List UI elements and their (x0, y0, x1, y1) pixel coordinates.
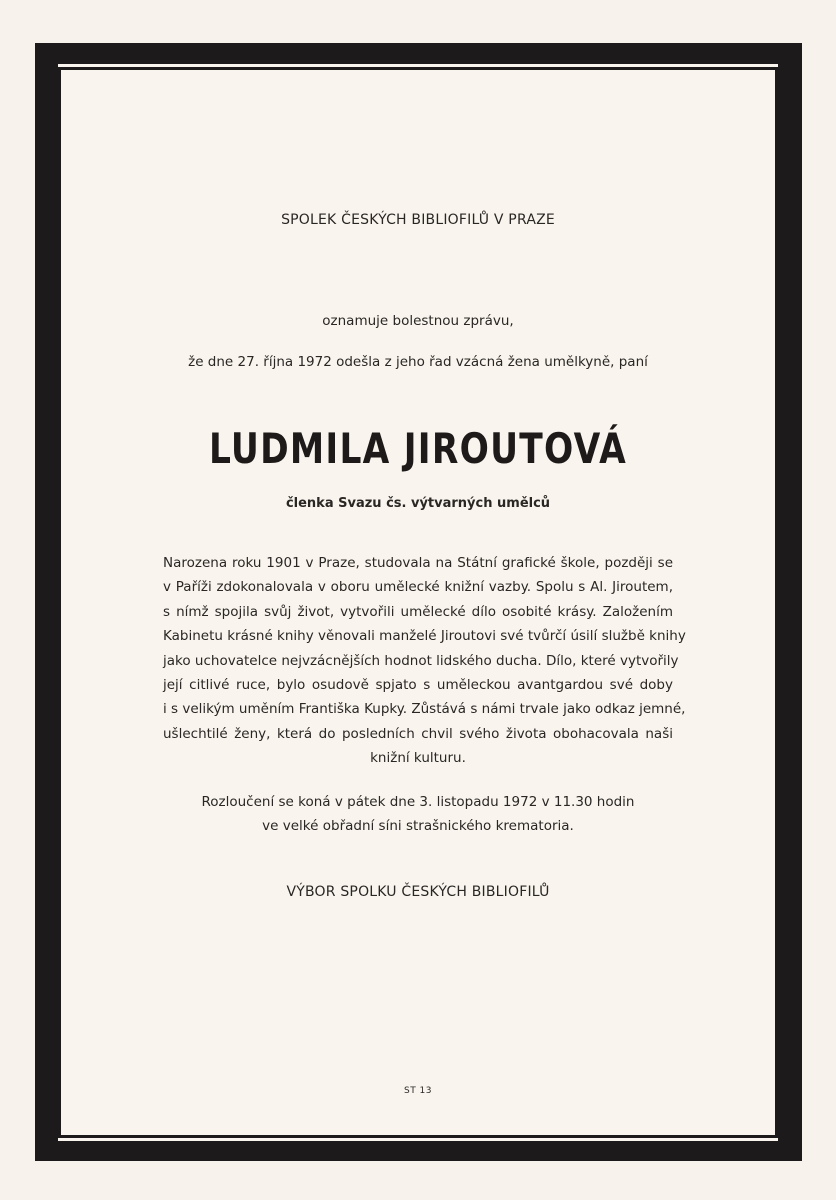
membership-line: členka Svazu čs. výtvarných umělců (285, 496, 551, 511)
farewell-line: Rozloučení se koná v pátek dne 3. listopadu 1972 v 11.30 hodin (201, 794, 635, 810)
biography-line: Narozena roku 1901 v Praze, studovala na Státní grafické škole, později se (163, 555, 673, 571)
biography-line: s nímž spojila svůj život, vytvořili umělecké dílo osobité krásy. Založením (163, 603, 673, 620)
death-date-line: že dne 27. října 1972 odešla z jeho řad vzácná žena umělkyně, paní (188, 354, 648, 370)
biography-line: knižní kulturu. (370, 750, 466, 767)
biography-line: ušlechtilé ženy, která do posledních chvil svého života obohacovala naši (163, 725, 673, 742)
biography-line: její citlivé ruce, bylo osudově spjato s uměleckou avantgardou své doby (163, 677, 673, 694)
biography-line: jako uchovatelce nejvzácnějších hodnot lidského ducha. Dílo, které vytvořily (163, 652, 679, 669)
deceased-name: LUDMILA JIROUTOVÁ (208, 424, 628, 473)
biography-line: i s velikým uměním Františka Kupky. Zůstává s námi trvale jako odkaz jemné, (163, 701, 686, 718)
biography-line: Kabinetu krásné knihy věnovali manželé Jiroutovi své tvůrčí úsilí službě knihy (163, 628, 686, 645)
farewell-line: ve velké obřadní síni strašnického krematoria. (262, 818, 574, 835)
farewell-paragraph (0, 790, 836, 839)
society-heading: SPOLEK ČESKÝCH BIBLIOFILŮ V PRAZE (281, 212, 555, 228)
announcement-line: oznamuje bolestnou zprávu, (322, 313, 514, 329)
biography-line: v Paříži zdokonalovala v oboru umělecké knižní vazby. Spolu s Al. Jiroutem, (163, 579, 673, 596)
biography-paragraph (163, 551, 686, 771)
committee-signature: VÝBOR SPOLKU ČESKÝCH BIBLIOFILŮ (286, 884, 550, 900)
print-code: ST 13 (403, 1086, 433, 1096)
